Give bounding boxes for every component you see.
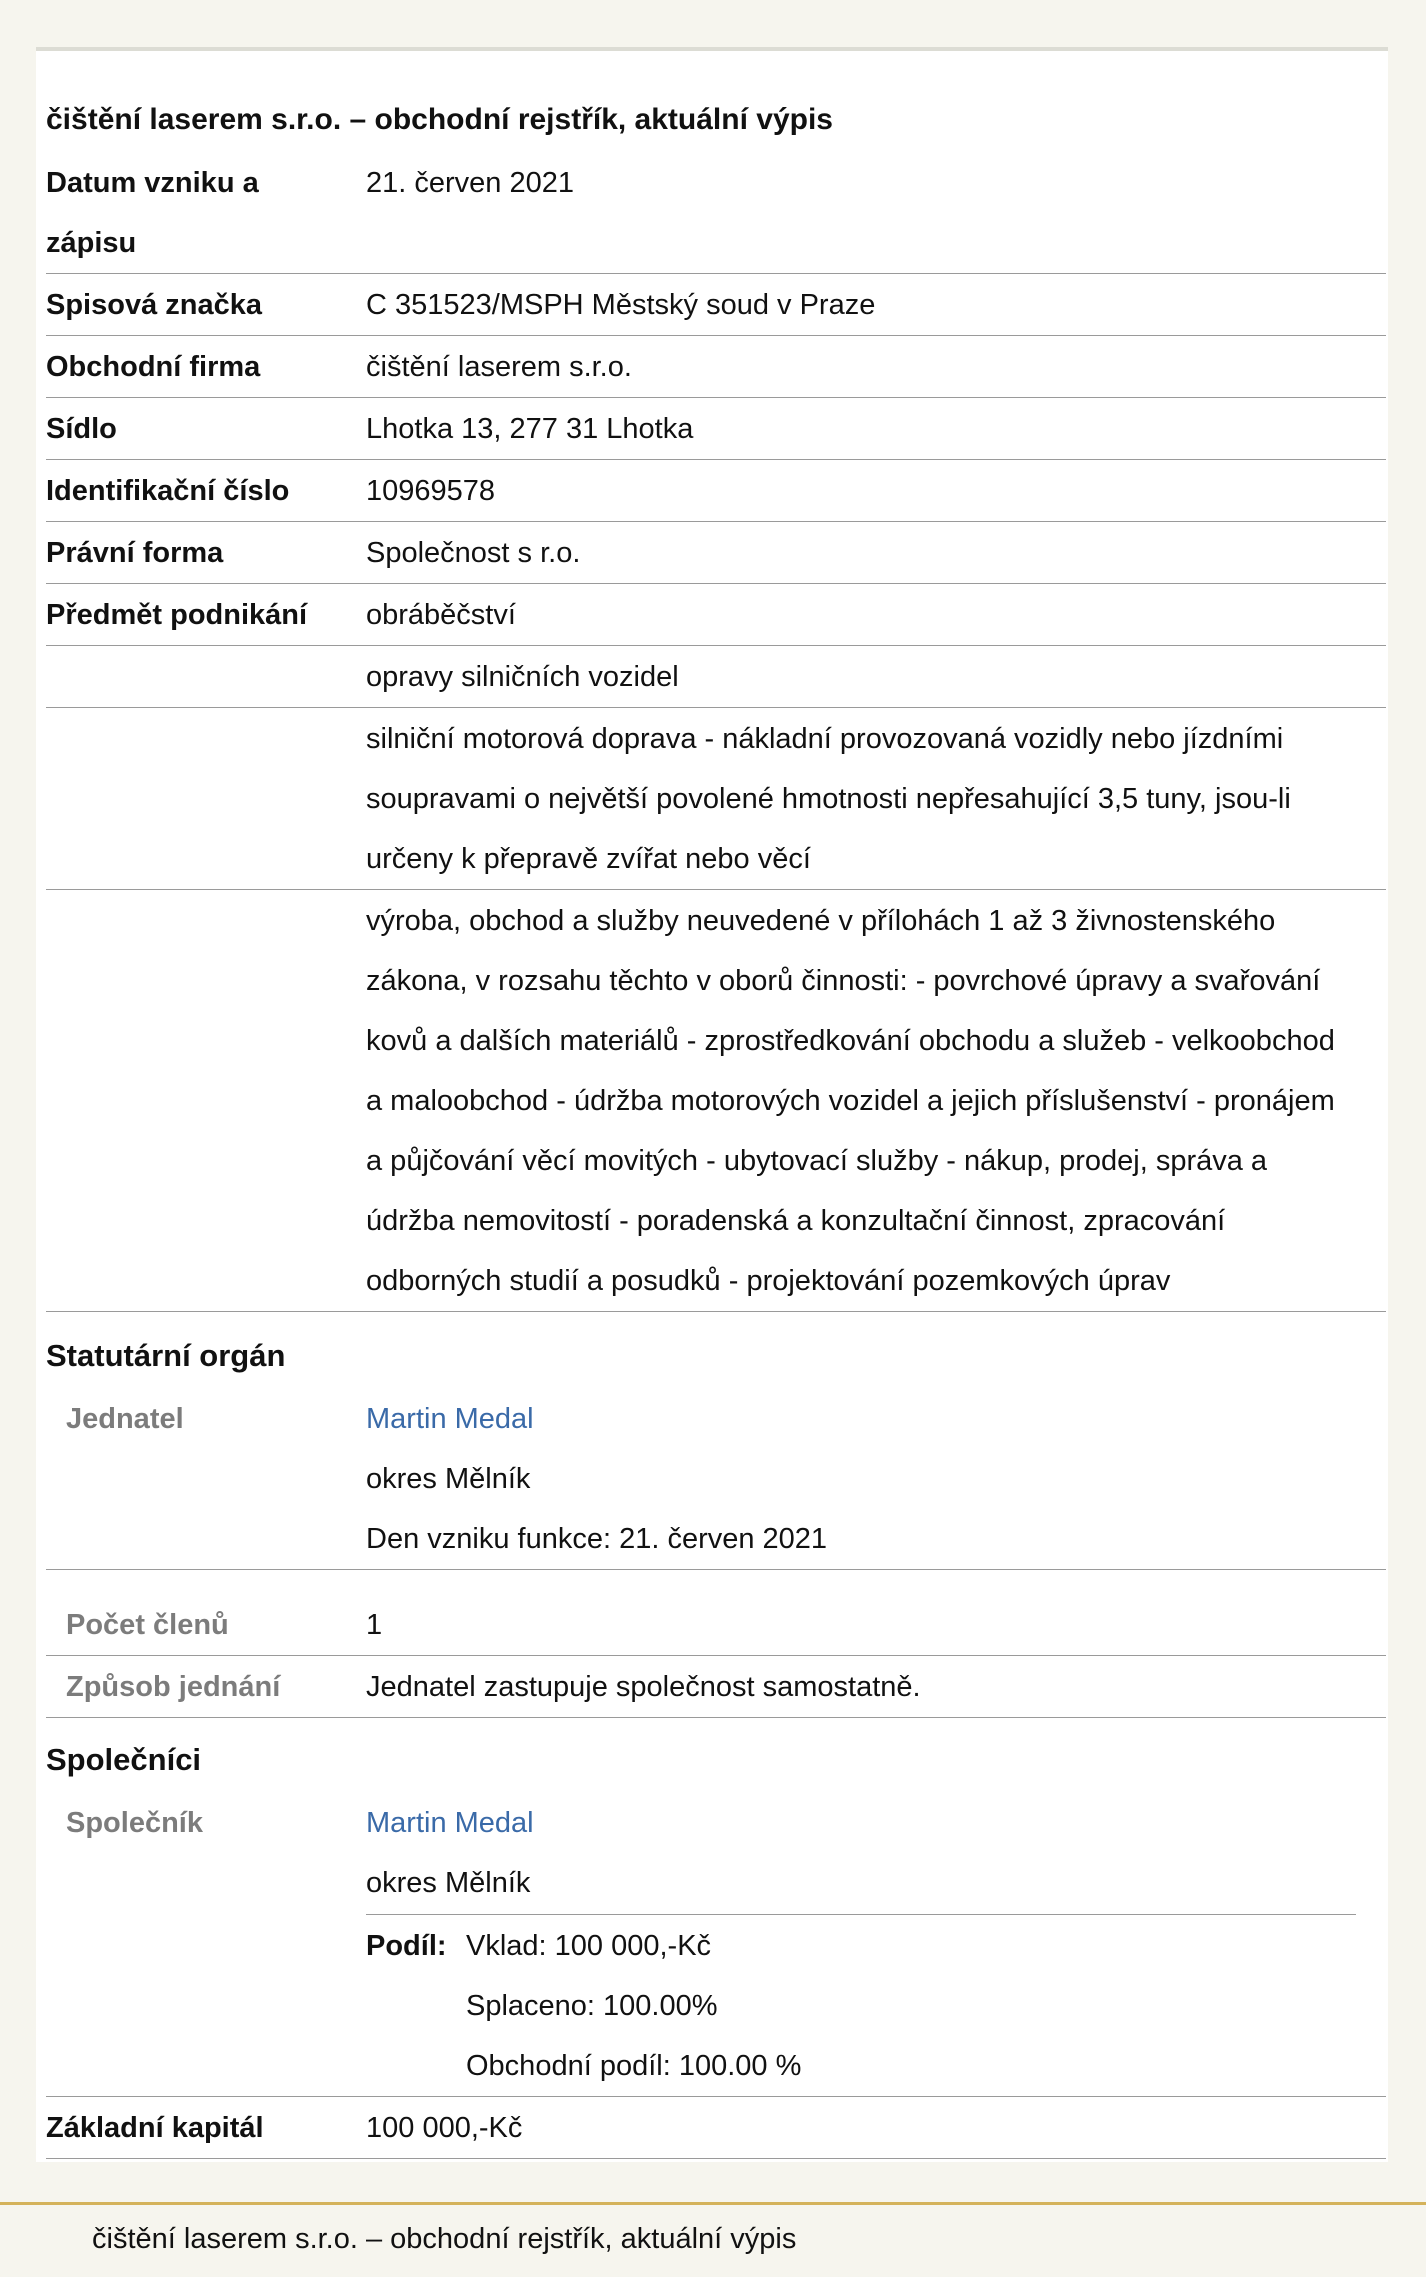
- section-heading-spolecnici: Společníci: [46, 1742, 202, 1777]
- row-predmet-podnikani: [46, 585, 1386, 646]
- row-value: Společnost s r.o.: [366, 537, 581, 569]
- podil-values: Vklad: 100 000,-Kč Splaceno: 100.00% Obchodní podíl: 100.00 %: [466, 1930, 802, 2082]
- row-predmet-item: [46, 647, 1386, 708]
- row-value: 21. červen 2021: [366, 167, 574, 199]
- row-identifikacni-cislo: [46, 461, 1386, 522]
- page-title: čištění laserem s.r.o. – obchodní rejstřík, aktuální výpis: [46, 103, 833, 136]
- row-value: Martin Medal okres Mělník Den vzniku funkce: 21. červen 2021: [366, 1389, 1416, 1569]
- footer-title: čištění laserem s.r.o. – obchodní rejstřík, aktuální výpis: [92, 2223, 797, 2255]
- row-label: Právní forma: [46, 537, 224, 569]
- row-sidlo: [46, 399, 1386, 460]
- row-pravni-forma: [46, 523, 1386, 584]
- row-datum-vzniku: [46, 153, 1386, 274]
- row-label: Společník: [66, 1807, 203, 1839]
- podil-divider: [366, 1914, 1356, 1915]
- row-label: Předmět podnikání: [46, 599, 308, 631]
- row-zakladni-kapital: [46, 2098, 1386, 2159]
- row-predmet-item: [46, 709, 1386, 890]
- row-value: 10969578: [366, 475, 496, 507]
- row-label: Způsob jednání: [66, 1671, 281, 1703]
- row-predmet-item: [46, 891, 1386, 1312]
- row-label: Počet členů: [66, 1609, 229, 1641]
- podil-label: Podíl:: [366, 1930, 447, 1962]
- row-label: Sídlo: [46, 413, 117, 445]
- row-value: Martin Medal okres Mělník: [366, 1793, 1416, 1913]
- row-label: Základní kapitál: [46, 2112, 264, 2144]
- section-heading-statutarni-organ: Statutární orgán: [46, 1338, 286, 1373]
- row-spolecnik: [46, 1793, 1386, 1913]
- row-label: Spisová značka: [46, 289, 262, 321]
- row-value: Jednatel zastupuje společnost samostatně.: [366, 1671, 921, 1703]
- person-link[interactable]: Martin Medal: [366, 1403, 534, 1435]
- person-link[interactable]: Martin Medal: [366, 1807, 534, 1839]
- row-jednatel: [46, 1389, 1386, 1570]
- row-label: Datum vzniku a zápisu: [46, 167, 259, 259]
- row-label: Jednatel: [66, 1403, 184, 1435]
- row-obchodni-firma: [46, 337, 1386, 398]
- row-value: silniční motorová doprava - nákladní provozovaná vozidly nebo jízdními soupravami o největší povolené hmotnosti nepřesahující 3,5 tuny, jsou-li určeny k přepravě zvířat nebo věcí: [366, 723, 1291, 875]
- footer: [0, 2202, 1426, 2277]
- row-value: 1: [366, 1609, 383, 1641]
- row-label: Obchodní firma: [46, 351, 261, 383]
- row-value: C 351523/MSPH Městský soud v Praze: [366, 289, 876, 321]
- row-spisova-znacka: [46, 275, 1386, 336]
- row-value: čištění laserem s.r.o.: [366, 351, 632, 383]
- row-label: Identifikační číslo: [46, 475, 290, 507]
- row-value: 100 000,-Kč: [366, 2112, 523, 2144]
- row-value: obráběčství: [366, 599, 516, 631]
- row-pocet-clenu: [46, 1595, 1386, 1656]
- row-podil: [46, 1916, 1386, 2097]
- row-zpusob-jednani: [46, 1657, 1386, 1718]
- row-value: Lhotka 13, 277 31 Lhotka: [366, 413, 694, 445]
- row-value: výroba, obchod a služby neuvedené v přílohách 1 až 3 živnostenského zákona, v rozsahu těchto v oborů činnosti: - povrchové úpravy a svařování kovů a dalších materiálů - zprostředkování obchodu a služeb - velkoobchod a maloobchod - údržba motorových vozidel a jejich příslušenství - pronájem a půjčování věcí movitých - ubytovací služby - nákup, prodej, správa a údržba nemovitostí - poradenská a konzultační činnost, zpracování odborných studií a posudků - projektování pozemkových úprav: [366, 905, 1335, 1297]
- row-value: opravy silničních vozidel: [366, 661, 679, 693]
